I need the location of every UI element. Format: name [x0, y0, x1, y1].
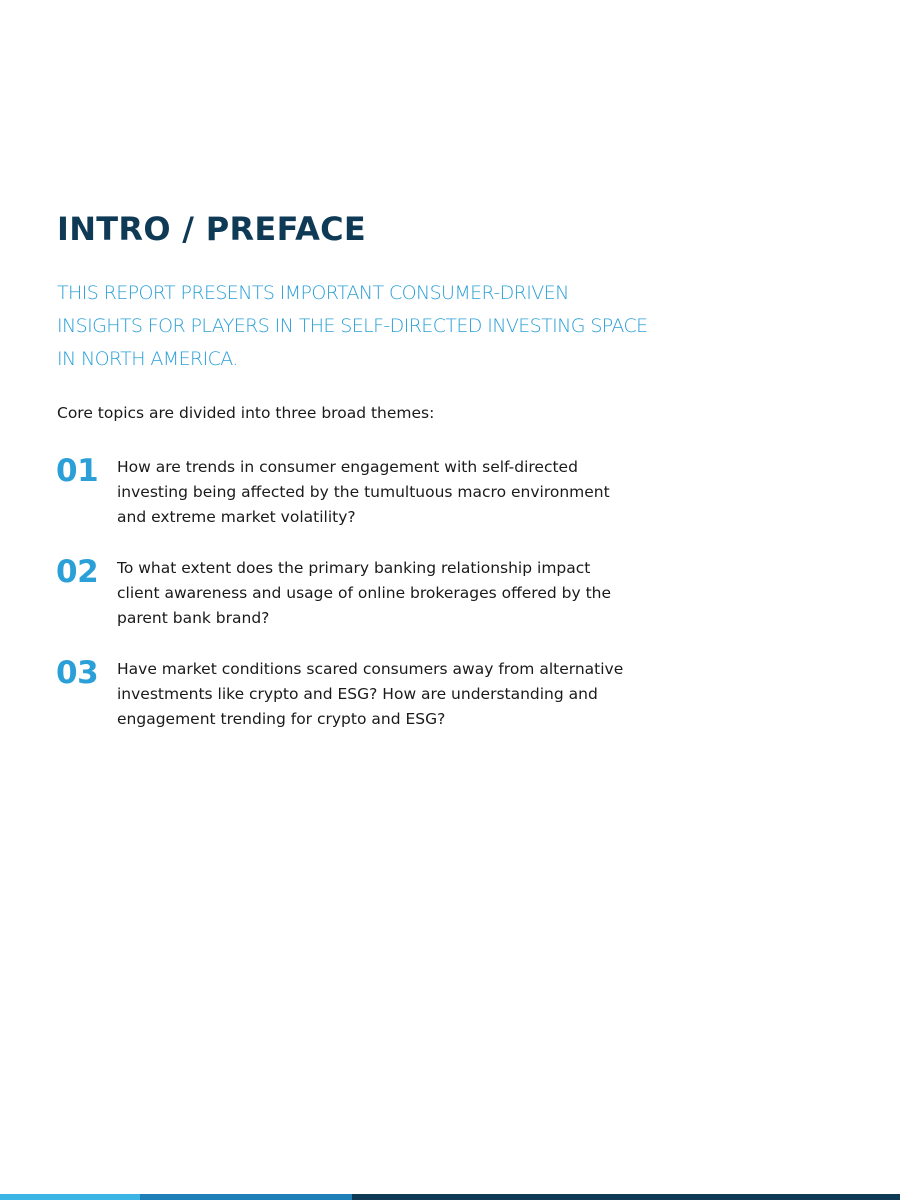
footer-bar-segment-dark	[352, 1194, 900, 1200]
intro-line: INSIGHTS FOR PLAYERS IN THE SELF-DIRECTED INVESTING SPACE	[57, 315, 648, 337]
intro-line: THIS REPORT PRESENTS IMPORTANT CONSUMER-DRIVEN	[57, 282, 569, 304]
theme-text	[117, 556, 717, 631]
theme-number: 02	[56, 554, 99, 590]
footer-bar-segment-light	[0, 1194, 140, 1200]
theme-line: investing being affected by the tumultuous macro environment	[117, 483, 610, 501]
theme-line: How are trends in consumer engagement with self-directed	[117, 458, 578, 476]
theme-line: engagement trending for crypto and ESG?	[117, 710, 446, 728]
theme-number: 03	[56, 655, 99, 691]
theme-text	[117, 455, 717, 530]
theme-line: investments like crypto and ESG? How are understanding and	[117, 685, 598, 703]
theme-line: parent bank brand?	[117, 609, 270, 627]
theme-line: client awareness and usage of online brokerages offered by the	[117, 584, 612, 602]
footer-bar-segment-mid	[140, 1194, 352, 1200]
theme-line: Have market conditions scared consumers away from alternative	[117, 660, 624, 678]
theme-number: 01	[56, 453, 99, 489]
theme-text	[117, 657, 717, 732]
page-title: INTRO / PREFACE	[57, 210, 367, 248]
intro-statement	[57, 277, 717, 376]
theme-line: To what extent does the primary banking relationship impact	[117, 559, 591, 577]
themes-intro: Core topics are divided into three broad themes:	[57, 404, 435, 422]
footer-color-bar	[0, 1194, 900, 1200]
theme-line: and extreme market volatility?	[117, 508, 356, 526]
intro-line: IN NORTH AMERICA.	[57, 348, 238, 370]
